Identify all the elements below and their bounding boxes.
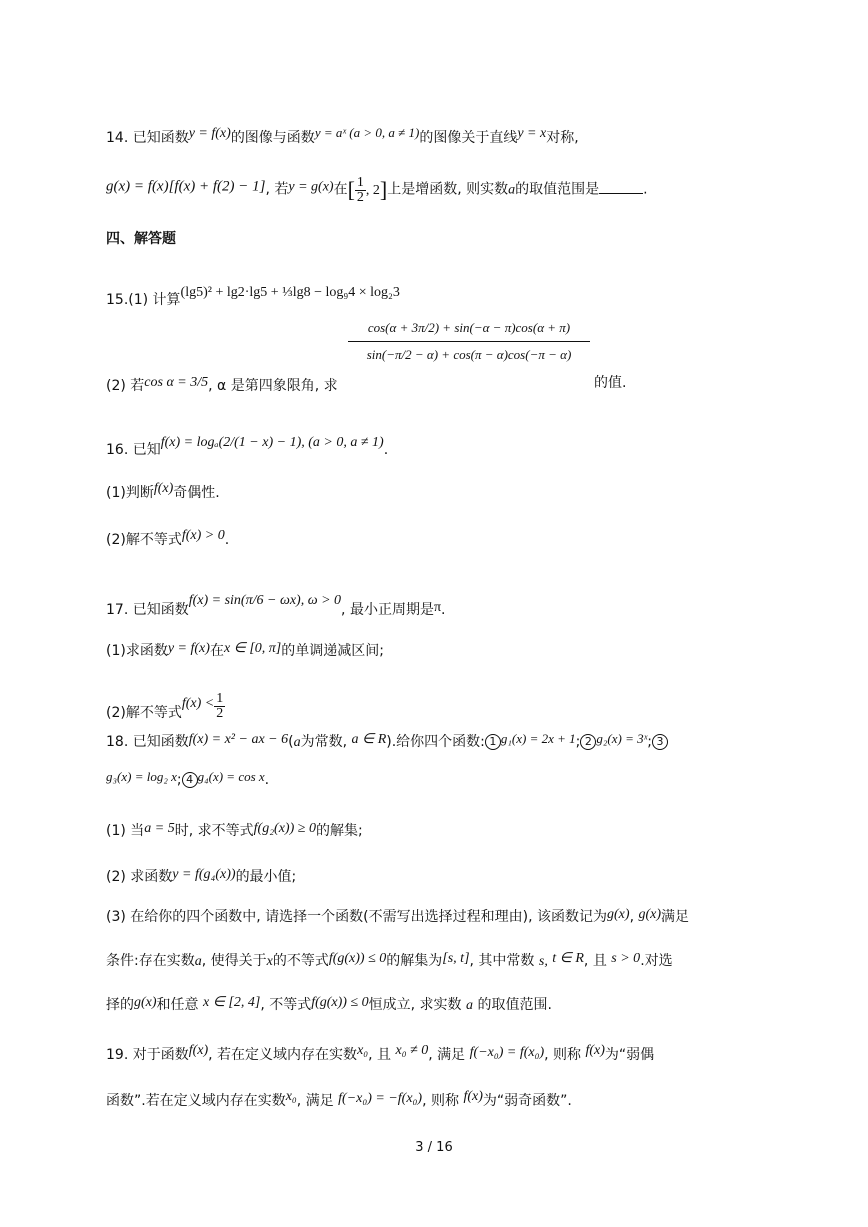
q18-text: (2) 求函数 [106, 869, 173, 885]
q15-formula: (lg5)² + lg2·lg5 + ⅓lg8 − log₉4 × log₂3 [180, 285, 400, 300]
q18-text: , 使得关于 [201, 953, 267, 969]
q16-line1 [106, 434, 388, 459]
q17-text: (2)解不等式 [106, 705, 182, 721]
q15-numerator: cos(α + 3π/2) + sin(−α − π)cos(α + π) [348, 316, 590, 342]
q18-formula: g(x) [638, 907, 662, 922]
q15-line2-end [594, 374, 626, 392]
q15-line1 [106, 284, 400, 309]
q18-text: 为常数, [300, 734, 348, 750]
q18-g1: g₁(x) = 2x + 1 [500, 731, 576, 746]
q17-text: 的单调递减区间; [281, 643, 384, 659]
q14-line2 [106, 176, 648, 205]
q19-formula: x₀ [357, 1043, 369, 1058]
q18-formula: g(x) [134, 995, 157, 1010]
q14-formula: y = aˣ (a > 0, a ≠ 1) [314, 125, 420, 140]
q18-text: ).给你四个函数: [386, 734, 485, 750]
q18-var: x [266, 954, 273, 969]
q18-part1 [106, 820, 363, 840]
q17-line3 [106, 692, 225, 722]
q16-text: . [224, 532, 230, 548]
q19-text: 为“弱奇函数”. [482, 1093, 572, 1109]
q16-formula: f(x) [153, 481, 174, 496]
q18-text: , 且 [583, 953, 607, 969]
q18-text: 的解集; [315, 823, 363, 839]
q17-num: 1 [216, 691, 224, 706]
q17-line2 [106, 640, 384, 660]
q18-part2 [106, 866, 296, 886]
q18-var: a [293, 735, 301, 750]
q18-text: , 不等式 [260, 997, 312, 1013]
q14-formula: g(x) = f(x)[f(x) + f(2) − 1] [106, 178, 266, 195]
q19-formula: f(−x₀) = f(x₀) [469, 1045, 545, 1060]
q15-denominator: sin(−π/2 − α) + cos(π − α)cos(−π − α) [366, 347, 572, 362]
q18-text: 条件:存在实数 [106, 953, 195, 969]
q19-line1 [106, 1042, 654, 1064]
q18-var: a [194, 954, 202, 969]
q18-text: 18. 已知函数 [106, 734, 189, 750]
q18-text: . [264, 772, 270, 788]
q14-text: 对称, [546, 130, 579, 146]
q19-formula: x₀ ≠ 0 [395, 1043, 429, 1058]
q17-formula: y = f(x) [167, 641, 210, 656]
q16-text: 16. 已知 [106, 442, 161, 458]
q18-g3: g₃(x) = log₂ x [106, 769, 177, 784]
q18-formula: f(g₂(x)) ≥ 0 [253, 821, 316, 836]
page-number: 3 / 16 [415, 1140, 453, 1155]
q18-var: a [466, 998, 474, 1013]
q15-text: 15.(1) 计算 [106, 292, 181, 308]
q19-text: , 满足 [296, 1093, 334, 1109]
circled-number: 1 [485, 734, 501, 750]
q19-text: 为“弱偶 [604, 1047, 655, 1063]
q18-formula: [s, t] [442, 951, 470, 966]
q17-formula: x ∈ [0, π] [223, 641, 282, 656]
q14-formula: y = x [517, 126, 547, 141]
q19-formula: f(x) [585, 1043, 605, 1058]
q14-interval-end: , 2 [365, 182, 380, 198]
q17-pi: π [433, 600, 442, 615]
q14-text: 的图像关于直线 [419, 130, 518, 146]
q17-text: 17. 已知函数 [106, 602, 189, 618]
q14-text: . [643, 181, 648, 198]
q18-text: 的最小值; [235, 869, 297, 885]
q16-text: 奇偶性. [173, 485, 220, 501]
q18-text: 和任意 [156, 997, 199, 1013]
q17-line1 [106, 592, 445, 619]
q18-text: 择的 [106, 997, 134, 1013]
q14-var: a [508, 182, 516, 198]
q19-line2 [106, 1088, 572, 1110]
q17-formula: f(x) < [181, 696, 215, 711]
q15-text: , α 是第四象限角, 求 [208, 378, 338, 394]
answer-blank [599, 179, 643, 194]
q14-text: 14. 已知函数 [106, 130, 189, 146]
q18-formula: f(x) = x² − ax − 6 [188, 732, 289, 747]
q15-fraction [348, 316, 590, 363]
q17-formula: f(x) = sin(π/6 − ωx), ω > 0 [188, 593, 342, 608]
q19-formula: f(x) [188, 1043, 209, 1058]
q15-text: (2) 若 [106, 378, 145, 394]
q18-formula: x ∈ [2, 4] [203, 995, 261, 1010]
q18-g2: g₂(x) = 3ˣ [596, 731, 648, 746]
q14-interval-num: 1 [356, 175, 364, 190]
q14-text: 在 [333, 181, 348, 198]
q18-text: 的不等式 [272, 953, 329, 969]
q18-text: 的取值范围. [477, 997, 552, 1013]
q15-text: 的值. [594, 375, 627, 391]
section-heading: 四、解答题 [106, 231, 176, 247]
q18-sep: ; [176, 772, 182, 788]
q19-text: 19. 对于函数 [106, 1047, 189, 1063]
circled-number: 2 [580, 734, 596, 750]
q18-text: (1) 当 [106, 823, 145, 839]
q17-fraction [214, 692, 225, 721]
q18-text: (3) 在给你的四个函数中, 请选择一个函数(不需写出选择过程和理由), 该函数记为 [106, 909, 608, 925]
q18-part3-line2 [106, 950, 673, 971]
q18-formula: a ∈ R [351, 732, 387, 747]
q18-part3 [106, 906, 689, 926]
q18-text: .对选 [640, 953, 673, 969]
q14-formula: y = g(x) [288, 179, 334, 195]
q18-text: 恒成立, 求实数 [368, 997, 462, 1013]
q16-formula: f(x) = logₐ(2/(1 − x) − 1), (a > 0, a ≠ 1) [160, 435, 384, 450]
circled-number: 4 [182, 772, 198, 788]
q14-text: 上是增函数, 则实数 [387, 181, 509, 198]
q18-formula: y = f(g₄(x)) [172, 867, 236, 882]
q16-formula: f(x) > 0 [181, 528, 225, 543]
q14-line1 [106, 124, 579, 147]
q17-text: , 最小正周期是 [341, 602, 434, 618]
q17-text: (1)求函数 [106, 643, 168, 659]
q18-sep: ; [647, 734, 652, 750]
q17-text: 在 [209, 643, 224, 659]
q18-formula: a = 5 [144, 821, 175, 836]
q16-text: . [383, 442, 389, 458]
q17-den: 2 [216, 706, 224, 721]
q16-text: (1)判断 [106, 485, 154, 501]
q18-text: ( [288, 734, 294, 750]
q14-interval-den: 2 [356, 190, 364, 205]
q19-formula: f(x) [463, 1089, 483, 1104]
q15-formula: cos α = 3/5 [144, 375, 209, 390]
q18-formula: s > 0 [611, 951, 641, 966]
q14-formula: y = f(x) [188, 126, 231, 141]
q19-text: , 满足 [428, 1047, 466, 1063]
q19-formula: f(−x₀) = −f(x₀) [338, 1091, 423, 1106]
q18-formula: g(x) [607, 907, 630, 922]
q19-text: , 则称 [544, 1047, 582, 1063]
q19-text: , 且 [368, 1047, 392, 1063]
circled-number: 3 [652, 734, 668, 750]
q18-formula: f(g(x)) ≤ 0 [328, 951, 387, 966]
q18-sep: ; [575, 734, 581, 750]
q18-text: 时, 求不等式 [174, 823, 254, 839]
q18-text: 满足 [661, 909, 690, 925]
q18-formula: t ∈ R [552, 951, 584, 966]
q14-interval: [ $\frac{1}{2}$ , 2] [347, 175, 388, 205]
q14-text: , 若 [265, 181, 289, 198]
q16-line2 [106, 480, 220, 502]
q18-var: s, [538, 954, 548, 969]
q14-text: 的图像与函数 [230, 130, 315, 146]
q18-part3-line3 [106, 994, 552, 1015]
q19-text: 函数”.若在定义域内存在实数 [106, 1093, 286, 1109]
q19-formula: x₀ [285, 1089, 297, 1104]
q18-line2 [106, 768, 269, 789]
q16-text: (2)解不等式 [106, 532, 182, 548]
q14-text: 的取值范围是 [515, 181, 600, 198]
q18-text: , [629, 909, 635, 925]
q15-line2 [106, 374, 338, 395]
q18-formula: f(g(x)) ≤ 0 [311, 995, 369, 1010]
q18-line1 [106, 730, 668, 752]
q16-line3 [106, 527, 229, 549]
q18-text: , 其中常数 [469, 953, 535, 969]
q18-text: 的解集为 [386, 953, 443, 969]
q18-g4: g₄(x) = cos x [197, 769, 265, 784]
q17-text: . [441, 602, 446, 618]
q19-text: , 则称 [422, 1093, 459, 1109]
q19-text: , 若在定义域内存在实数 [208, 1047, 358, 1063]
